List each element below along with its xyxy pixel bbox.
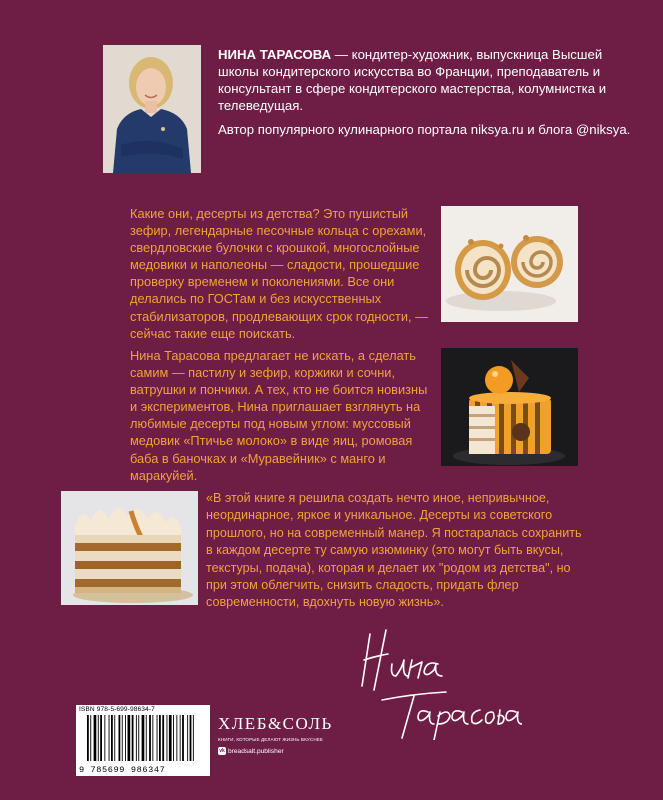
dessert-photo-layered-cake xyxy=(61,491,198,605)
barcode-bar xyxy=(180,715,181,761)
author-bio-text: — кондитер-художник, выпускница Высшей школы кондитерского искусства во Франции, преподаватель и консультант в сфере кондитерского мастерства, колумнистка и телеведущая. xyxy=(218,47,607,113)
barcode-bar xyxy=(187,715,188,761)
barcode-bar xyxy=(90,715,91,761)
barcode-bar xyxy=(87,715,89,761)
barcode-bars xyxy=(79,715,207,763)
barcode-bar xyxy=(109,715,110,761)
publisher-slogan: КНИГИ, КОТОРЫЕ ДЕЛАЮТ ЖИЗНЬ ВКУСНЕЕ xyxy=(218,737,324,742)
barcode xyxy=(76,705,210,776)
barcode-bar xyxy=(176,715,177,761)
author-portal-text: Автор популярного кулинарного портала niksya.ru и блога @niksya. xyxy=(218,122,631,137)
barcode-bar xyxy=(100,715,102,761)
barcode-bar xyxy=(138,715,139,761)
publisher-logo: ХЛЕБ&СОЛЬ xyxy=(218,714,333,733)
barcode-bar xyxy=(136,715,137,761)
vk-icon: vk xyxy=(219,748,225,754)
isbn-label: ISBN 978-5-699-98634-7 xyxy=(79,706,155,713)
barcode-bar xyxy=(190,715,192,761)
barcode-bar xyxy=(98,715,99,761)
barcode-bar xyxy=(169,715,172,761)
barcode-bar xyxy=(119,715,121,761)
barcode-bar xyxy=(152,715,153,761)
barcode-bar xyxy=(111,715,113,761)
barcode-bar xyxy=(132,715,134,761)
author-photo xyxy=(103,45,201,173)
author-bio xyxy=(218,46,638,114)
barcode-bar xyxy=(128,715,131,761)
barcode-bar xyxy=(167,715,168,761)
dessert-photo-striped-cake xyxy=(441,348,578,466)
barcode-bar xyxy=(142,715,145,761)
dessert-photo-rolls xyxy=(441,206,578,322)
author-name: НИНА ТАРАСОВА xyxy=(218,47,332,62)
barcode-bar xyxy=(125,715,126,761)
barcode-bar xyxy=(114,715,115,761)
barcode-bar xyxy=(173,715,174,761)
barcode-bar xyxy=(182,715,184,761)
barcode-bar xyxy=(159,715,161,761)
barcode-digits: 9 785699 986347 xyxy=(79,765,166,775)
publisher-social-handle: breadsalt.publisher xyxy=(228,747,284,755)
barcode-bar xyxy=(94,715,97,761)
author-quote: «В этой книге я решила создать нечто иное, непривычное, неординарное, яркое и уникальное. Десерты из советского прошлого, но на современный манер. Я постаралась сохранить в каждом десерте ту самую изюминку (это могут быть вкусы, текстуры, подача), которая и делает их "родом из детства", но при этом облегчить, снизить сладость, придать флер современности, вдохнуть новую жизнь». xyxy=(206,491,582,610)
intro-paragraph-2: Нина Тарасова предлагает не искать, а сделать самим — пастилу и зефир, коржики и сочни, ватрушки и пончики. А тех, кто не боится новизны и экспериментов, Нина приглашает взглянуть на любимые десерты под новым углом: муссовый медовик «Птичье молоко» в виде яиц, ромовая баба в баночках и «Муравейник» с манго и маракуйей. xyxy=(130,348,428,483)
intro-paragraph-1: Какие они, десерты из детства? Это пушистый зефир, легендарные песочные кольца с орехами, свердловские булочки с крошкой, многослойные медовики и наполеоны — сладости, прошедшие проверку временем и поколениями. Все они делались по ГОСТам и без искусственных стабилизаторов, продлевающих срок годности, — сейчас такие еще поискать. xyxy=(130,206,428,341)
author-signature xyxy=(352,620,522,740)
barcode-bar xyxy=(104,715,105,761)
barcode-bar xyxy=(193,715,194,761)
barcode-bar xyxy=(146,715,147,761)
barcode-bar xyxy=(162,715,164,761)
barcode-bar xyxy=(149,715,151,761)
barcode-bar xyxy=(122,715,123,761)
publisher-social[interactable] xyxy=(218,747,284,755)
barcode-bar xyxy=(157,715,158,761)
